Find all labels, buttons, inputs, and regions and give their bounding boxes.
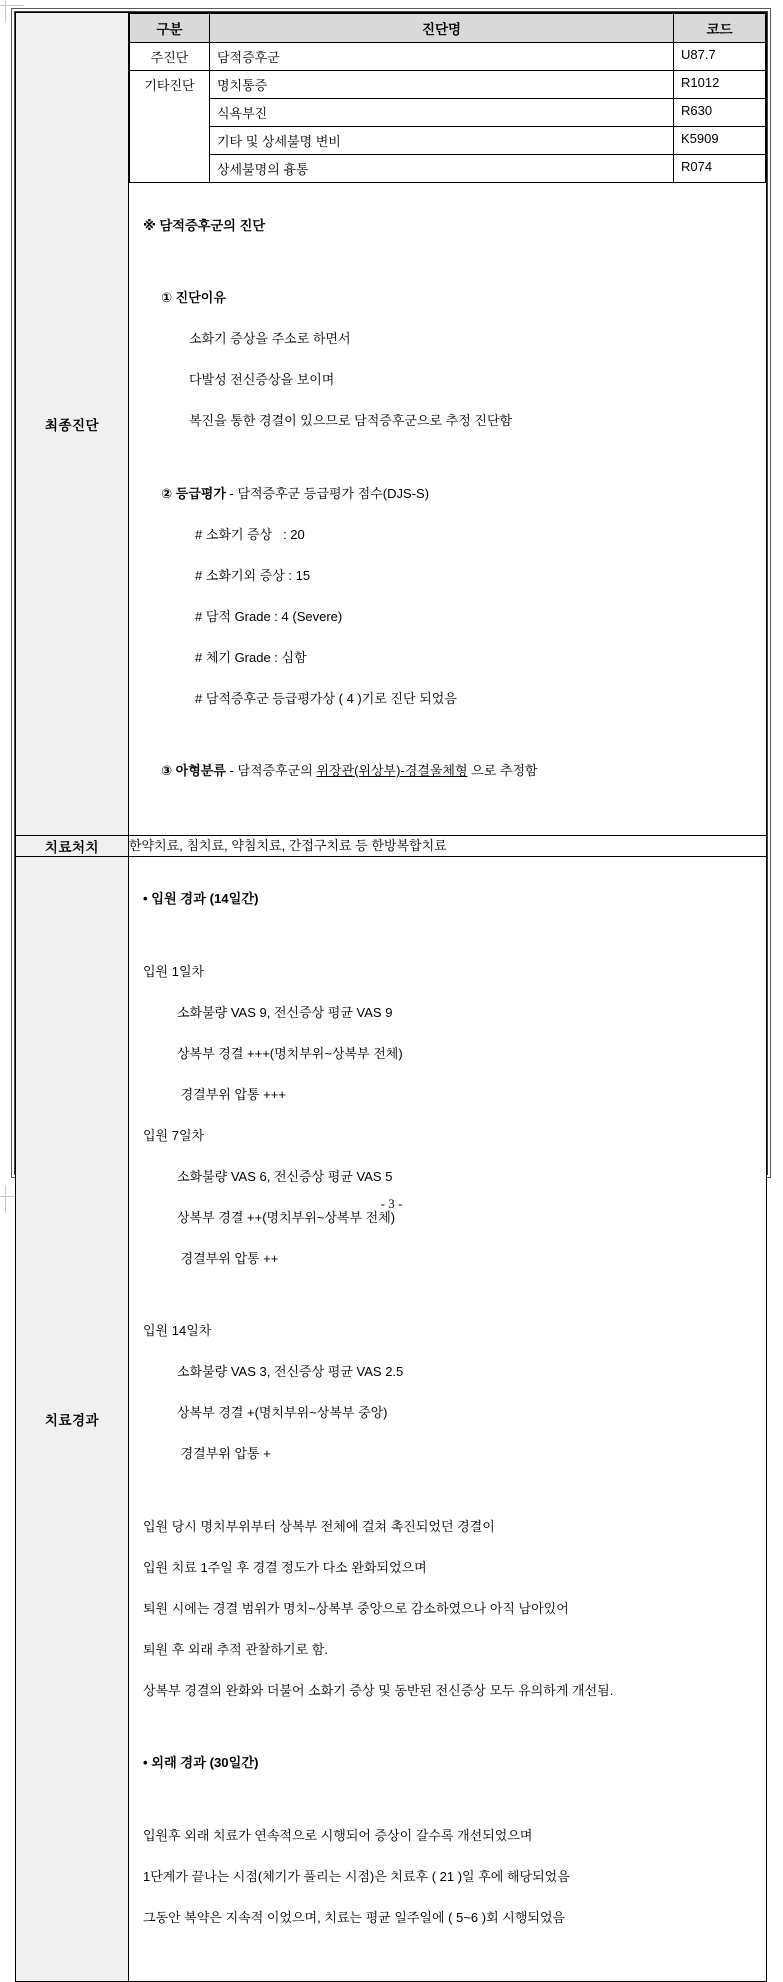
outpatient-heading: • 외래 경과 (30일간) (143, 1755, 259, 1770)
inpatient-day-label: 입원 1일차 (143, 963, 205, 979)
note-item3-suffix: 으로 추정함 (467, 763, 538, 778)
diagnosis-header-gubun: 구분 (130, 14, 210, 43)
inpatient-day-line: 소화불량 VAS 6, 전신증상 평균 VAS 5 (177, 1168, 393, 1184)
progress-content-cell (129, 856, 767, 1982)
diagnosis-code: R1012 (674, 71, 766, 99)
note-item2-line: # 담적증후군 등급평가상 ( 4 )기로 진단 되었음 (195, 690, 457, 706)
page-margin-mark-top (0, 5, 24, 6)
outpatient-line: 입원후 외래 치료가 연속적으로 시행되어 증상이 갈수록 개선되었으며 (143, 1827, 533, 1843)
inpatient-day-line: 상복부 경결 ++(명치부위~상복부 전체) (177, 1209, 396, 1225)
medical-record-table-inner-border (14, 11, 768, 1925)
inpatient-day-line: 경결부위 압통 + (177, 1446, 271, 1461)
note-item2-title: 등급평가 (175, 485, 226, 501)
inpatient-day-line: 상복부 경결 +++(명치부위~상복부 전체) (177, 1045, 403, 1061)
inpatient-day-label: 입원 14일차 (143, 1323, 212, 1338)
note-item2-line: # 소화기 증상 : 20 (195, 526, 305, 542)
note-item3-prefix: - 담적증후군의 (229, 763, 317, 778)
diagnosis-name: 기타 및 상세불명 변비 (210, 127, 674, 155)
table-row (130, 99, 766, 127)
final-diagnosis-content-cell (129, 13, 767, 836)
row-label-final-diagnosis: 최종진단 (16, 13, 129, 836)
table-row (130, 155, 766, 183)
note-item2-line: # 소화기외 증상 : 15 (195, 567, 311, 583)
inpatient-summary-line: 입원 치료 1주일 후 경결 정도가 다소 완화되었으며 (143, 1559, 427, 1575)
inpatient-day-line: 소화불량 VAS 3, 전신증상 평균 VAS 2.5 (177, 1364, 404, 1379)
diagnosis-name: 담적증후군 (210, 43, 674, 71)
medical-record-table (15, 12, 767, 1982)
row-label-progress: 치료경과 (16, 856, 129, 1982)
inpatient-day-line: 소화불량 VAS 9, 전신증상 평균 VAS 9 (177, 1004, 393, 1020)
table-row (130, 127, 766, 155)
inpatient-heading: • 입원 경과 (14일간) (143, 891, 259, 906)
diagnosis-code: R630 (674, 99, 766, 127)
inpatient-summary-line: 퇴원 후 외래 추적 관찰하기로 함. (143, 1641, 328, 1657)
outpatient-line: 그동안 복약은 지속적 이었으며, 치료는 평균 일주일에 ( 5~6 )회 시행되었음 (143, 1909, 566, 1925)
note-item2-line: # 담적 Grade : 4 (Severe) (195, 608, 343, 624)
diagnosis-table-header-row (130, 14, 766, 43)
note-item1-line: 다발성 전신증상을 보이며 (189, 372, 335, 387)
note-item3-title: 아형분류 (175, 763, 226, 778)
outpatient-line: 1단계가 끝나는 시점(체기가 풀리는 시점)은 치료후 ( 21 )일 후에 해당되었음 (143, 1868, 570, 1884)
inpatient-summary-line: 입원 당시 명치부위부터 상복부 전체에 걸쳐 촉진되었던 경결이 (143, 1518, 495, 1534)
diagnosis-name: 식욕부진 (210, 99, 674, 127)
medical-record-table-outer-border (11, 8, 771, 1925)
note-item1-line: 소화기 증상을 주소로 하면서 (189, 331, 351, 346)
row-label-treatment: 치료처치 (16, 835, 129, 856)
inpatient-summary-line: 퇴원 시에는 경결 범위가 명치~상복부 중앙으로 감소하였으나 아직 남아있어 (143, 1600, 569, 1616)
table-row-final-diagnosis (16, 13, 767, 836)
progress-notes (129, 857, 766, 1982)
note-item2-marker: ② (161, 485, 173, 501)
note-item3-marker: ③ (161, 763, 173, 778)
diagnosis-header-code: 코드 (674, 14, 766, 43)
table-row (130, 71, 766, 99)
notes-heading: ※ 담적증후군의 진단 (143, 217, 266, 233)
diagnosis-code: R074 (674, 155, 766, 183)
note-item2-line: # 체기 Grade : 심함 (195, 649, 307, 665)
inpatient-day-label: 입원 7일차 (143, 1127, 205, 1143)
note-item1-marker: ① (161, 290, 173, 305)
note-item2-subtitle: - 담적증후군 등급평가 점수(DJS-S) (229, 485, 430, 501)
diagnosis-code: U87.7 (674, 43, 766, 71)
inpatient-day-line: 경결부위 압통 ++ (177, 1250, 279, 1266)
diagnosis-header-name: 진단명 (210, 14, 674, 43)
treatment-content: 한약치료, 침치료, 약침치료, 간접구치료 등 한방복합치료 (129, 835, 767, 856)
diagnosis-notes (129, 183, 766, 835)
inpatient-summary-line: 상복부 경결의 완화와 더불어 소화기 증상 및 동반된 전신증상 모두 유의하게 개선됨. (143, 1682, 614, 1698)
diagnosis-name: 명치통증 (210, 71, 674, 99)
diagnosis-list-table (129, 13, 766, 183)
inpatient-day-line: 경결부위 압통 +++ (177, 1086, 286, 1102)
note-item1-line: 복진을 통한 경결이 있으므로 담적증후군으로 추정 진단함 (189, 413, 513, 428)
note-item3-subtype: 위장관(위상부)-경결울체형 (316, 763, 468, 778)
diagnosis-name: 상세불명의 흉통 (210, 155, 674, 183)
inpatient-day-line: 상복부 경결 +(명치부위~상복부 중앙) (177, 1405, 388, 1420)
diagnosis-code: K5909 (674, 127, 766, 155)
table-row-treatment (16, 835, 767, 856)
table-row (130, 43, 766, 71)
table-row-progress (16, 856, 767, 1982)
diagnosis-gubun-primary: 주진단 (130, 43, 210, 71)
diagnosis-gubun-other: 기타진단 (130, 71, 210, 183)
page-margin-mark-left (5, 0, 6, 22)
page-number-footer: - 3 - (380, 1196, 403, 1211)
note-item1-title: 진단이유 (175, 290, 226, 305)
